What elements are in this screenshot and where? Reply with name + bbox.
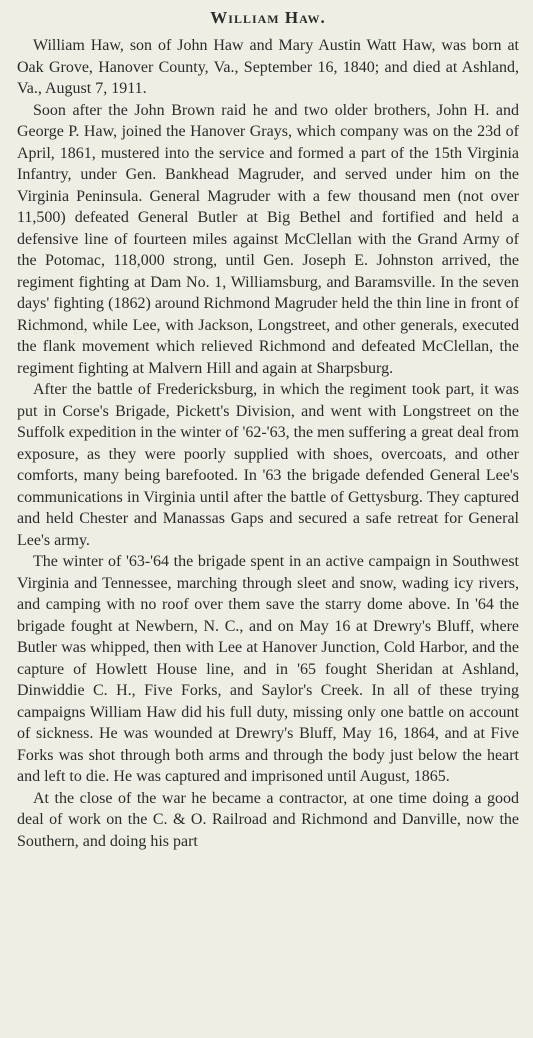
- page-title: William Haw.: [210, 8, 326, 27]
- paragraph-5: At the close of the war he became a contractor, at one time doing a good deal of work on the C. & O. Railroad and Richmond and Danville, now the Southern, and doing his part: [17, 789, 519, 850]
- paragraph-4: The winter of '63-'64 the brigade spent in an active campaign in Southwest Virginia and Tennessee, marching through sleet and snow, wading icy rivers, and camping with no roof over them save the starry dome above. In '64 the brigade fought at Newbern, N. C., and on May 16 at Drewry's Bluff, where Butler was whipped, then with Lee at Hanover Junction, Cold Harbor, and the capture of Howlett House line, and in '65 fought Sheridan at Ashland, Dinwiddie C. H., Five Forks, and Saylor's Creek. In all of these trying campaigns William Haw did his full duty, missing only one battle on account of sickness. He was wounded at Drewry's Bluff, May 16, 1864, and at Five Forks was shot through both arms and through the body just below the heart and left to die. He was captured and imprisoned until August, 1865.: [17, 553, 519, 785]
- paragraph-2: Soon after the John Brown raid he and two older brothers, John H. and George P. Haw, joined the Hanover Grays, which company was on the 23d of April, 1861, mustered into the service and formed a part of the 15th Virginia Infantry, under Gen. Bankhead Magruder, and served under him on the Virginia Peninsula. General Magruder with a few thousand men (not over 11,500) defeated General Butler at Big Bethel and fortified and held a defensive line of fourteen miles against McClellan with the Grand Army of the Potomac, 118,000 strong, until Gen. Joseph E. Johnston arrived, the regiment fighting at Dam No. 1, Williamsburg, and Baramsville. In the seven days' fighting (1862) around Richmond Magruder held the thin line in front of Richmond, while Lee, with Jackson, Longstreet, and other generals, executed the flank movement which relieved Richmond and defeated McClellan, the regiment fighting at Malvern Hill and again at Sharpsburg.: [17, 101, 519, 377]
- paragraph-3: After the battle of Fredericksburg, in which the regiment took part, it was put in Corse's Brigade, Pickett's Division, and went with Longstreet on the Suffolk expedition in the winter of '62-'63, the men suffering a great deal from exposure, as they were poorly supplied with shoes, overcoats, and other comforts, many being barefooted. In '63 the brigade defended General Lee's communications in Virginia until after the battle of Gettysburg. They captured and held Chester and Manassas Gaps and secured a safe retreat for General Lee's army.: [17, 381, 519, 549]
- paragraph-1: William Haw, son of John Haw and Mary Austin Watt Haw, was born at Oak Grove, Hanover County, Va., September 16, 1840; and died at Ashland, Va., August 7, 1911.: [17, 37, 519, 97]
